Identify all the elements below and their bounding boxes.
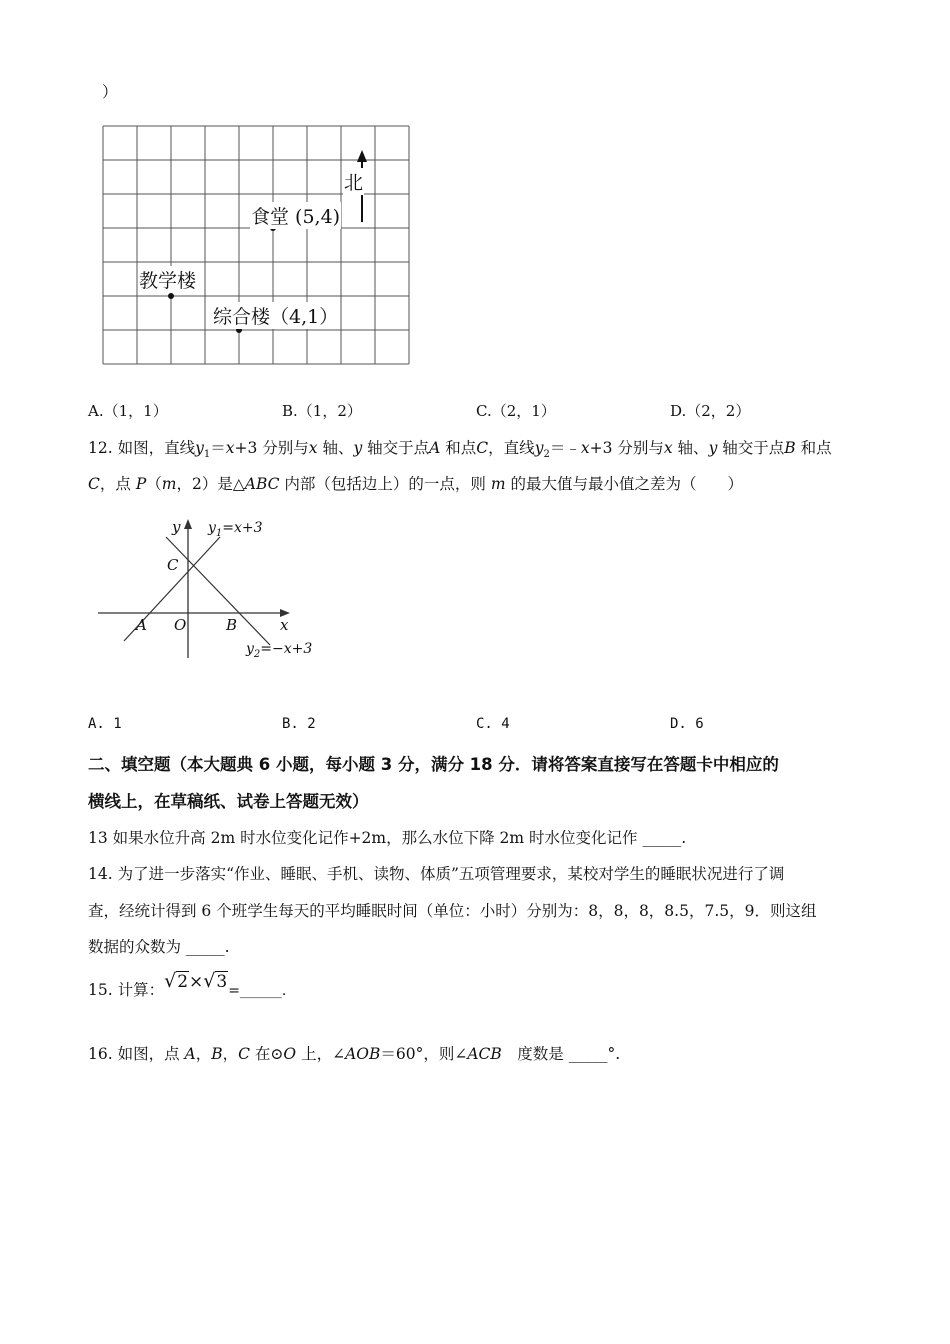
graph-point-b: B (226, 616, 238, 634)
q11-option-c: C.（2，1） (476, 402, 556, 420)
graph-y2-label: $y_2=-x+3$ (246, 641, 313, 660)
line-graph-figure (96, 515, 316, 665)
graph-y-label: y (172, 518, 181, 536)
q12-option-c: C. 4 (476, 716, 510, 732)
canteen-label: 食堂 (5,4) (250, 202, 341, 229)
sqrt-expression: √2×√3 (164, 970, 228, 992)
q16: 16. 如图，点 A，B，C 在⊙O 上，∠AOB＝60°，则∠ACB 度数是 _____°. (88, 1045, 621, 1063)
teaching-building-label: 教学楼 (138, 266, 197, 293)
grid-map-svg (100, 124, 412, 366)
q14-line2: 查，经统计得到 6 个班学生每天的平均睡眠时间（单位：小时）分别为：8，8，8，8.5，7.5，9．则这组 (88, 902, 817, 920)
teaching-point (168, 293, 174, 299)
q14-line1: 14. 为了进一步落实“作业、睡眠、手机、读物、体质”五项管理要求，某校对学生的睡眠状况进行了调 (88, 865, 785, 883)
q12-option-a: A. 1 (88, 716, 122, 732)
grid-map-figure (100, 124, 412, 366)
graph-x-label: x (280, 616, 289, 634)
q12-line2: C，点 P（m，2）是△ABC 内部（包括边上）的一点，则 m 的最大值与最小值之差为（ ） (88, 475, 743, 493)
q13: 13 如果水位升高 2m 时水位变化记作+2m，那么水位下降 2m 时水位变化记作 _____. (88, 829, 687, 847)
top-paren: ） (102, 83, 118, 101)
section2-heading-line2: 横线上，在草稿纸、试卷上答题无效） (88, 792, 369, 811)
q11-option-d: D.（2，2） (670, 402, 751, 420)
north-label: 北 (343, 168, 364, 195)
complex-building-label: 综合楼（4,1） (212, 302, 339, 329)
q12-option-b: B. 2 (282, 716, 316, 732)
q15: 15. 计算：√2×√3=______. (88, 970, 287, 999)
q12-line1: 12. 如图，直线$y_1=x+3$ 分别与x 轴、y 轴交于点A 和点C，直线$y_2=﹣x+3$ 分别与x 轴、y 轴交于点B 和点 (88, 439, 832, 461)
y-axis-arrow-icon (184, 519, 192, 529)
q11-option-a: A.（1，1） (88, 402, 168, 420)
q11-option-b: B.（1，2） (282, 402, 362, 420)
q12-option-d: D. 6 (670, 716, 704, 732)
north-arrow-icon (357, 150, 367, 162)
graph-point-a: A (136, 616, 147, 634)
graph-y1-label: $y_1=x+3$ (208, 520, 263, 539)
graph-origin: O (174, 616, 187, 634)
q14-line3: 数据的众数为 _____. (88, 938, 230, 956)
section2-heading-line1: 二、填空题（本大题典 6 小题，每小题 3 分，满分 18 分．请将答案直接写在答题卡中相应的 (88, 755, 779, 774)
graph-point-c: C (167, 556, 179, 574)
